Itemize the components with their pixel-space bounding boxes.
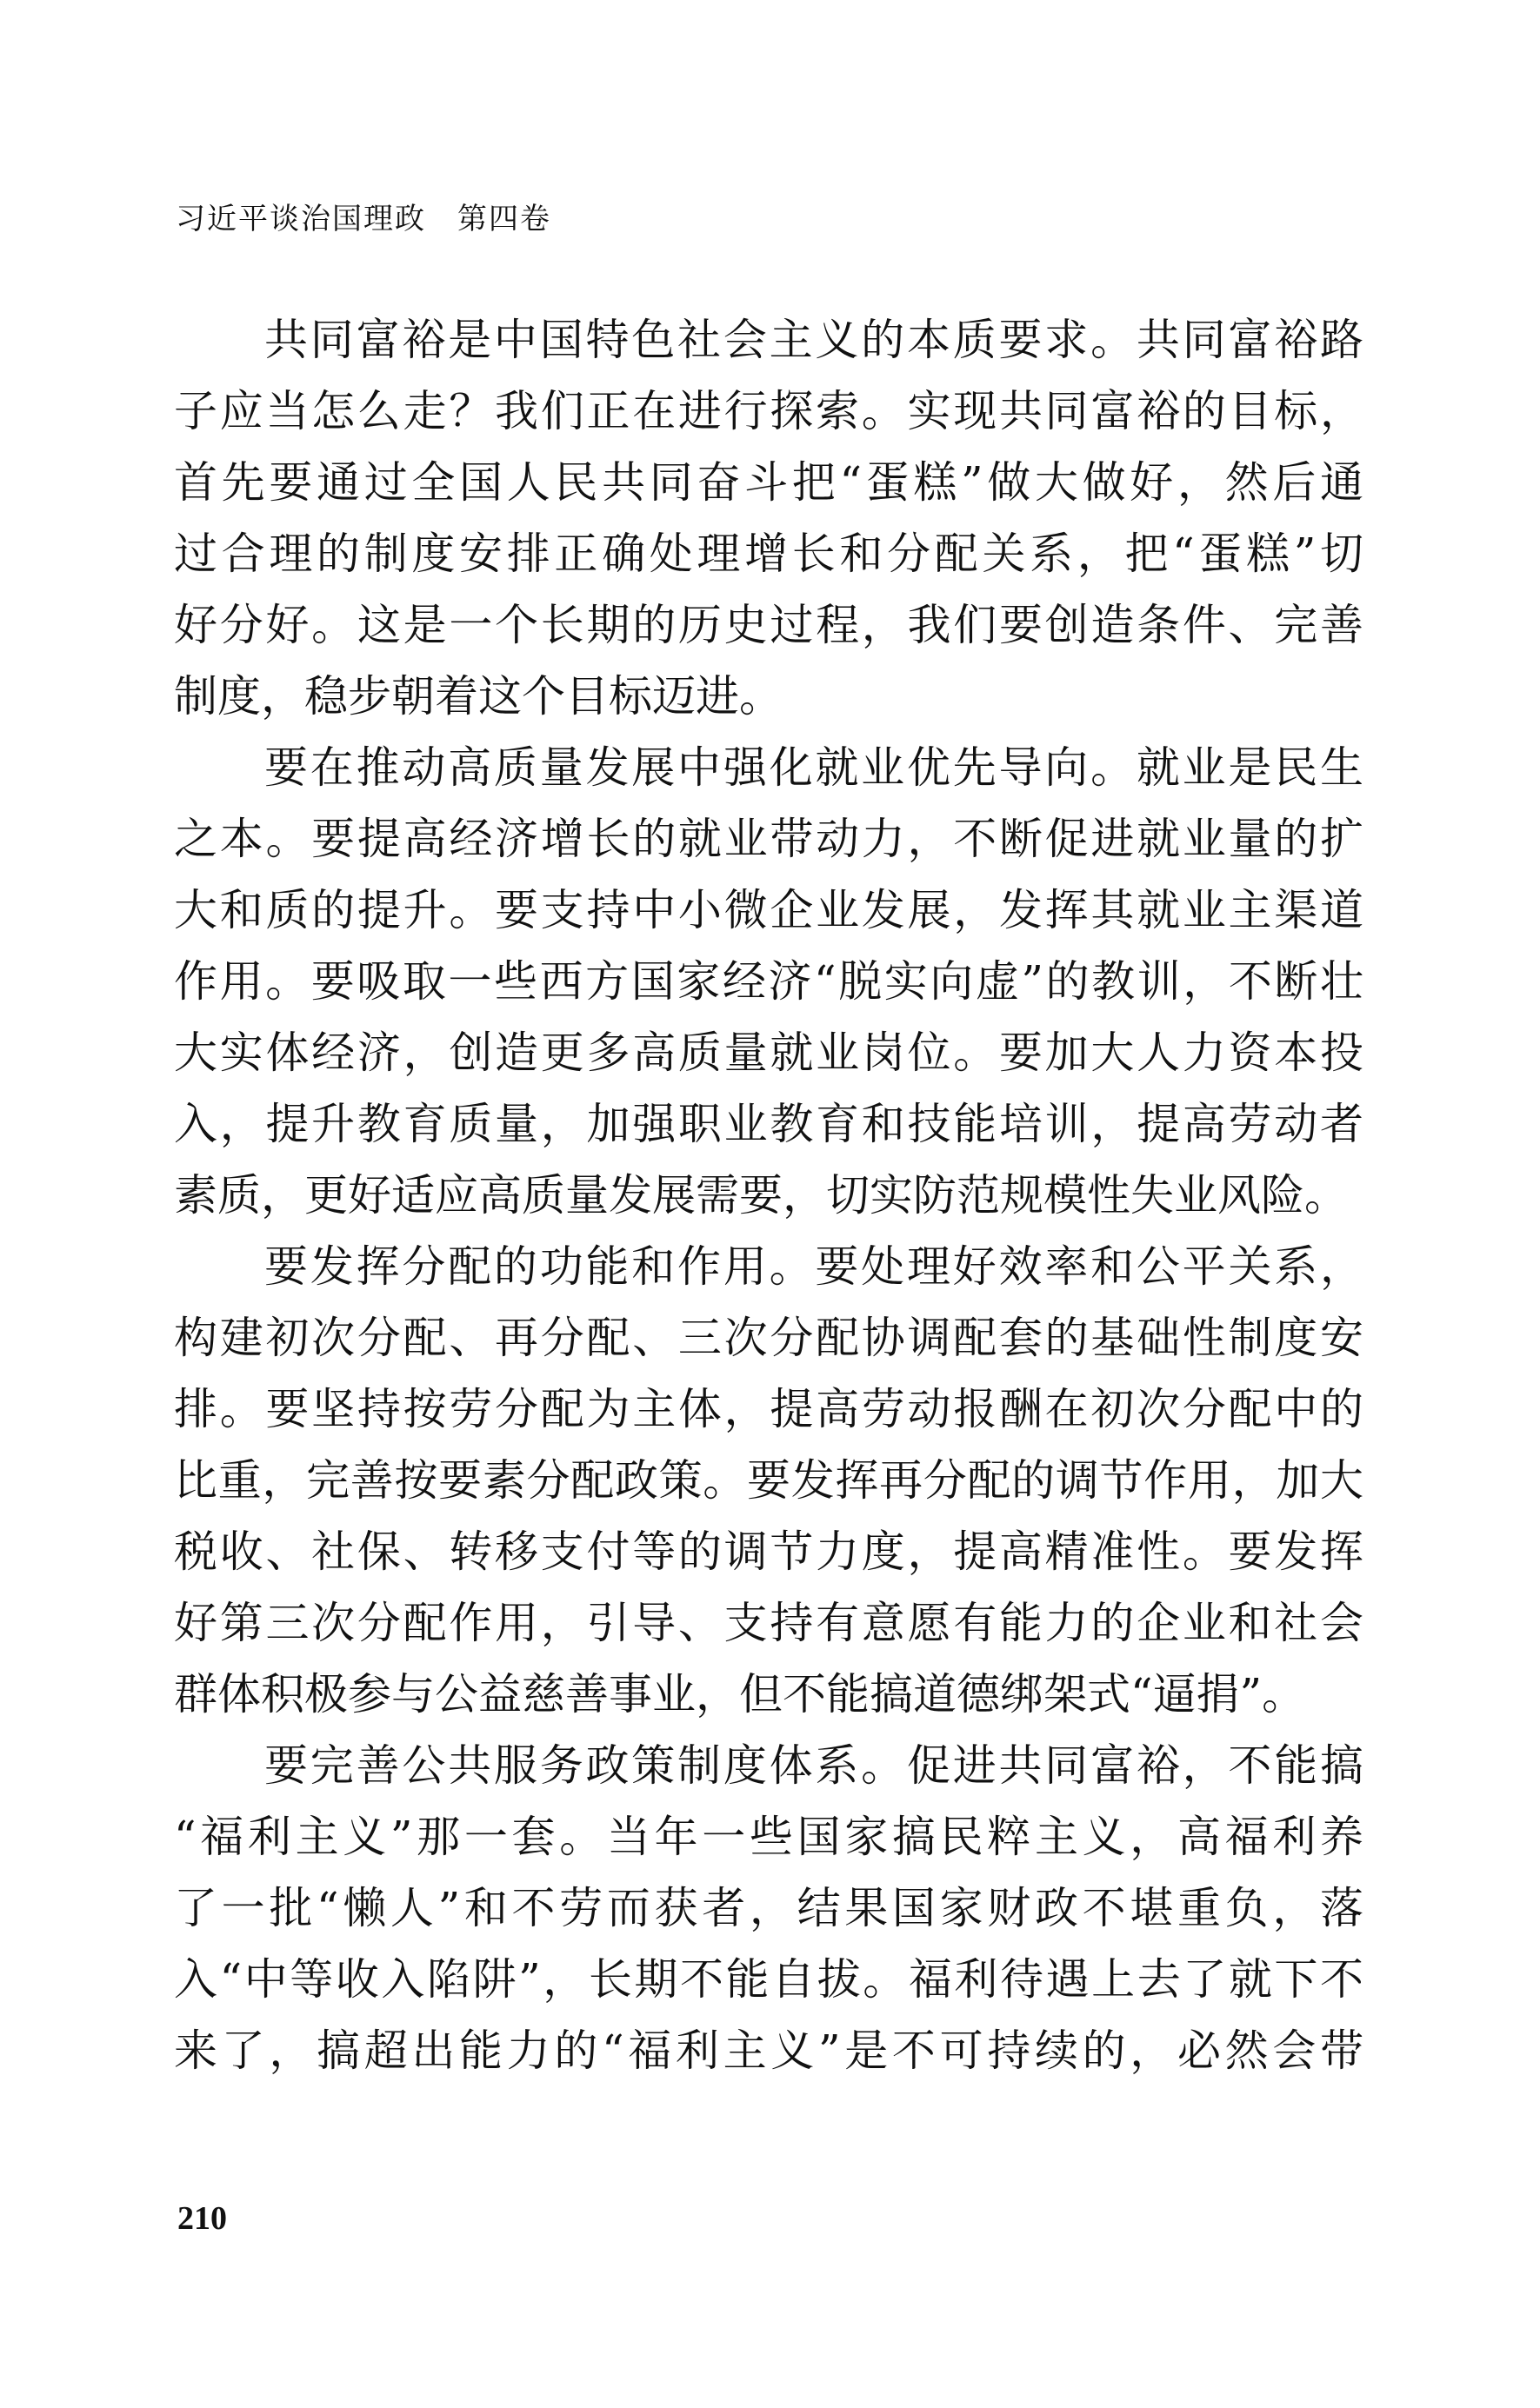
paragraph-1-line-2: 子应当怎么走？我们正在进行探索。实现共同富裕的目标， bbox=[174, 386, 1363, 436]
paragraph-2-line-5: 大实体经济，创造更多高质量就业岗位。要加大人力资本投 bbox=[174, 1028, 1363, 1078]
paragraph-1-line-6: 制度，稳步朝着这个目标迈进。 bbox=[174, 671, 783, 722]
paragraph-3-line-2: 构建初次分配、再分配、三次分配协调配套的基础性制度安 bbox=[174, 1313, 1363, 1363]
paragraph-4-line-2: “福利主义”那一套。当年一些国家搞民粹主义，高福利养 bbox=[174, 1812, 1363, 1862]
paragraph-3-line-7: 群体积极参与公益慈善事业，但不能搞道德绑架式“逼捐”。 bbox=[174, 1669, 1306, 1720]
paragraph-3-line-6: 好第三次分配作用，引导、支持有意愿有能力的企业和社会 bbox=[174, 1598, 1363, 1648]
paragraph-1-line-5: 好分好。这是一个长期的历史过程，我们要创造条件、完善 bbox=[174, 600, 1363, 650]
paragraph-3-line-4: 比重，完善按要素分配政策。要发挥再分配的调节作用，加大 bbox=[174, 1455, 1363, 1506]
paragraph-1-line-3: 首先要通过全国人民共同奋斗把“蛋糕”做大做好，然后通 bbox=[174, 457, 1363, 508]
running-header: 习近平谈治国理政 第四卷 bbox=[176, 202, 551, 236]
paragraph-3-line-5: 税收、社保、转移支付等的调节力度，提高精准性。要发挥 bbox=[174, 1527, 1363, 1577]
paragraph-4-line-3: 了一批“懒人”和不劳而获者，结果国家财政不堪重负，落 bbox=[174, 1883, 1363, 1933]
paragraph-4-line-5: 来了，搞超出能力的“福利主义”是不可持续的，必然会带 bbox=[174, 2026, 1363, 2076]
paragraph-2-line-2: 之本。要提高经济增长的就业带动力，不断促进就业量的扩 bbox=[174, 814, 1363, 864]
paragraph-4-line-1: 要完善公共服务政策制度体系。促进共同富裕，不能搞 bbox=[264, 1740, 1363, 1791]
paragraph-1-line-1: 共同富裕是中国特色社会主义的本质要求。共同富裕路 bbox=[264, 315, 1363, 365]
paragraph-3-line-1: 要发挥分配的功能和作用。要处理好效率和公平关系， bbox=[264, 1241, 1363, 1292]
paragraph-2-line-6: 入，提升教育质量，加强职业教育和技能培训，提高劳动者 bbox=[174, 1099, 1363, 1149]
paragraph-1-line-4: 过合理的制度安排正确处理增长和分配关系，把“蛋糕”切 bbox=[174, 529, 1363, 579]
paragraph-4-line-4: 入“中等收入陷阱”，长期不能自拔。福利待遇上去了就下不 bbox=[174, 1954, 1363, 2005]
page-number: 210 bbox=[177, 2200, 227, 2237]
paragraph-2-line-4: 作用。要吸取一些西方国家经济“脱实向虚”的教训，不断壮 bbox=[174, 956, 1363, 1007]
paragraph-2-line-7: 素质，更好适应高质量发展需要，切实防范规模性失业风险。 bbox=[174, 1170, 1348, 1221]
paragraph-2-line-3: 大和质的提升。要支持中小微企业发展，发挥其就业主渠道 bbox=[174, 885, 1363, 935]
paragraph-2-line-1: 要在推动高质量发展中强化就业优先导向。就业是民生 bbox=[264, 742, 1363, 793]
paragraph-3-line-3: 排。要坚持按劳分配为主体，提高劳动报酬在初次分配中的 bbox=[174, 1384, 1363, 1434]
body-text bbox=[174, 304, 1363, 2086]
